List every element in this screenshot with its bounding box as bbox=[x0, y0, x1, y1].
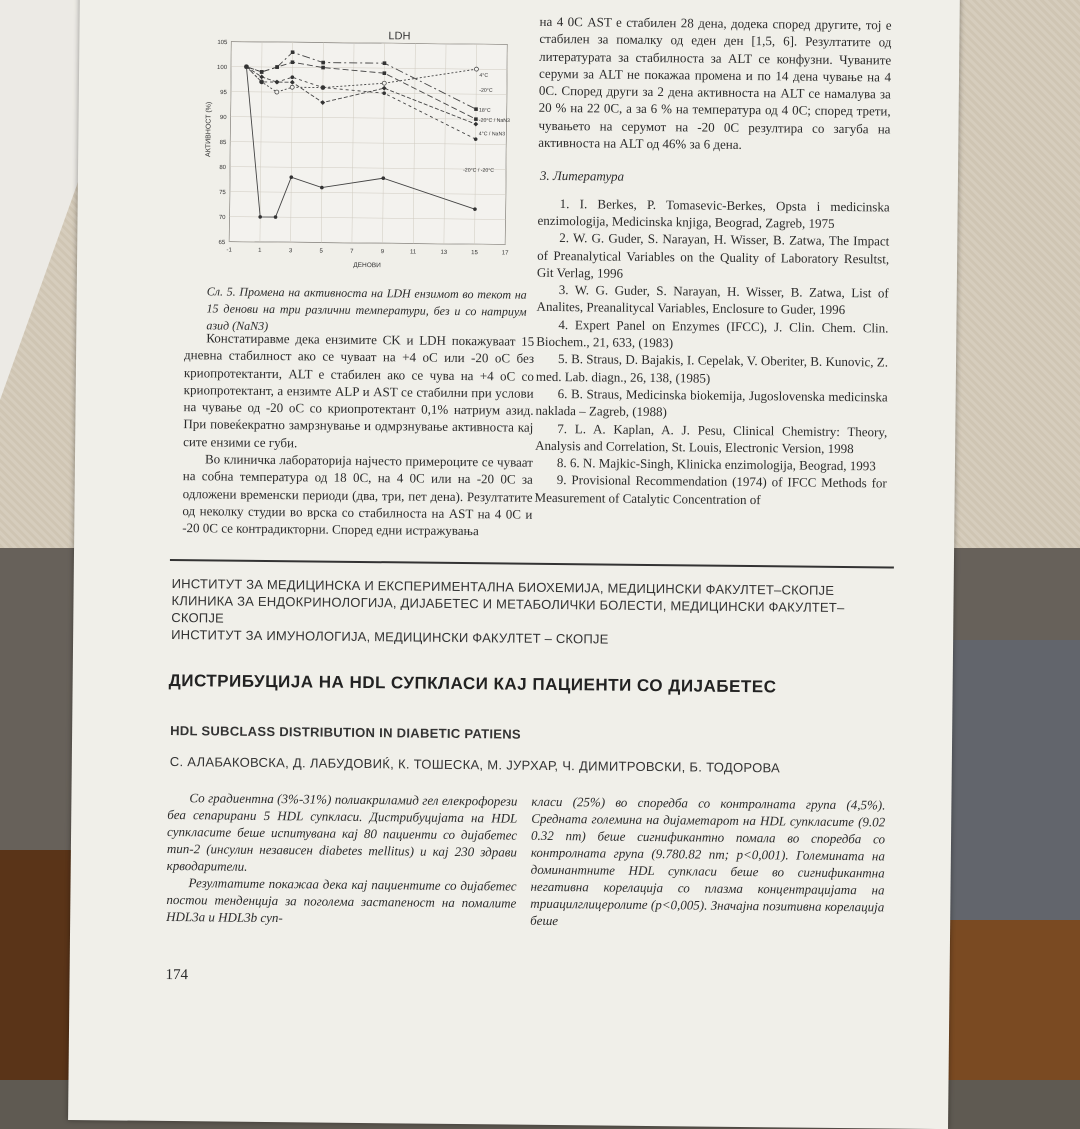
abstract-right-column bbox=[530, 793, 885, 933]
reference-item: 5. B. Straus, D. Bajakis, I. Cepelak, V. Oberiter, B. Kunovic, Z. med. Lab. diagn., 26, 138, (1985) bbox=[535, 351, 889, 386]
article-title: ДИСТРИБУЦИЈА НА HDL СУПКЛАСИ КАЈ ПАЦИЕНТИ СО ДИЈАБЕТЕС bbox=[168, 670, 777, 697]
chart-x-tick: 9 bbox=[380, 249, 385, 256]
chart-x-tick: 1 bbox=[258, 247, 262, 254]
chart-series-label: -20°C / NaN3 bbox=[478, 117, 510, 125]
chart-y-tick: 90 bbox=[219, 114, 227, 122]
chart-data-point bbox=[290, 85, 294, 89]
abstract-paragraph-1: Со градиентна (3%-31%) полиакриламид гел елекрофорези беа сепарирани 5 HDL супкласи. Дистрибуцијата на HDL супкласите беше испитувана кај 80 пациенти со дијабетес тип-2 (инсулин независен diabetes mellitus) и кај 230 здрави крводарители. bbox=[166, 790, 518, 874]
chart-y-tick: 85 bbox=[219, 139, 227, 147]
chart-data-point bbox=[474, 117, 478, 121]
page-number: 174 bbox=[165, 966, 189, 984]
institute-line: ИНСТИТУТ ЗА ИМУНОЛОГИЈА, МЕДИЦИНСКИ ФАКУЛТЕТ – СКОПЈЕ bbox=[171, 626, 609, 647]
chart-data-point bbox=[321, 66, 325, 70]
right-paragraph: на 4 0С AST е стабилен 28 дена, додека според другите, тој е стабилен за помалку од еден ден [1,5, 6]. Резултатите од литературата за стабилноста за ALT се конфузни. Чуваните серуми за ALT не покажаа промена и по 14 дена чување на 4 0С. Според други за 2 дена активноста на ALT се намалува за 20 % на 22 0С, а за 6 % на температура од 4 0С; според трети, чувањето на серумот на -20 0С резултира со загуба на активноста на ALT од 46% за 6 дена. bbox=[538, 13, 892, 153]
reference-item: 2. W. G. Guder, S. Narayan, H. Wisser, B. Zatwa, The Impact of Preanalytical Variables on the Quality of Laboratory Resultst, Git Verlag, 1996 bbox=[536, 230, 890, 281]
chart-y-tick: 95 bbox=[220, 89, 227, 97]
chart-series-label: -20°C / -20°C bbox=[463, 167, 495, 174]
abstract-paragraph-3: класи (25%) во споредба со контролната група (4,5%). Средната големина на дијаметарот на HDL супкласите (9.02 0.32 nm) беше сигнификантно помала во споредба со контролната група (9.780.82 nm; p<0,001). Големината на доминантните HDL супкласи беше во сигнификантна негативна корелација со плазма концентрацијата на триацилглицеролите (p<0,005). Значајна позитивна корелација беше bbox=[530, 793, 886, 929]
left-paragraph-2: Во клиничка лабораторија најчесто примероците се чуваат на собна температура од 18 0С, на 4 0С или на -20 0С за одложени временски периоди (два, три, пет дена). Резултатите од неколку студии во врска со стабилноста на AST на 4 0С и -20 0С се контрадикторни. Според едни истражувања bbox=[182, 451, 534, 539]
right-column bbox=[535, 13, 892, 510]
chart-data-point bbox=[474, 107, 478, 111]
chart-series-label: 4°C bbox=[479, 72, 489, 79]
chart-x-tick: 3 bbox=[288, 248, 293, 255]
chart-x-tick: 7 bbox=[350, 248, 354, 255]
article-subtitle: HDL SUBCLASS DISTRIBUTION IN DIABETIC PATIENS bbox=[170, 722, 522, 742]
reference-item: 9. Provisional Recommendation (1974) of IFCC Methods for Measurement of Catalytic Concentration of bbox=[534, 472, 887, 507]
chart-y-tick: 75 bbox=[219, 189, 226, 197]
reference-item: 8. 6. N. Majkic-Singh, Klinicka enzimologija, Beograd, 1993 bbox=[556, 455, 876, 474]
chart-series-label: 4°C / NaN3 bbox=[478, 131, 506, 138]
reference-item: 3. W. G. Guder, S. Narayan, H. Wisser, B. Zatwa, List of Analites, Preanalitycal Variables, Enclosure to Guder, 1996 bbox=[536, 282, 889, 318]
chart-x-tick: 13 bbox=[440, 249, 448, 256]
chart-y-tick: 80 bbox=[219, 164, 227, 172]
chart-series-label: 18°C bbox=[479, 107, 491, 114]
institutes-block bbox=[171, 575, 892, 651]
chart-grid bbox=[215, 40, 511, 257]
chart-data-point bbox=[291, 60, 295, 64]
abstract-paragraph-2: Резултатите покажаа дека кај пациентите со дијабетес постои тенденција за поголема застапеност на помалите HDL3a и HDL3b суп- bbox=[166, 875, 517, 926]
chart-x-tick: 17 bbox=[501, 250, 509, 257]
chart-data-point bbox=[275, 90, 279, 94]
chart-data-point bbox=[275, 65, 279, 69]
reference-item: 4. Expert Panel on Enzymes (IFCC), J. Clin. Chem. Clin. Biochem., 21, 633, (1983) bbox=[536, 316, 889, 351]
chart-data-point bbox=[382, 81, 386, 85]
chart-series-label: -20°C bbox=[479, 87, 493, 94]
chart-data-point bbox=[383, 71, 387, 75]
left-paragraph-1: Констатиравме дека ензимите CK и LDH покажуваат 15 дневна стабилност ако се чуваат на +4 оС или -20 оС без криопротектанти, ALT е стабилен ако се чува на +4 оС со криопротектант, а ензимте ALP и AST се стабилни при услови на чување од -20 оС со криопротектант 0,1% натриум азид. При повеќекратно замрзнување и одмрзнување активноста кај сите ензими се губи. bbox=[183, 330, 535, 451]
chart-data-point bbox=[474, 67, 478, 71]
chart-data-point bbox=[383, 61, 387, 65]
institute-line: КЛИНИКА ЗА ЕНДОКРИНОЛОГИЈА, ДИЈАБЕТЕС И МЕТАБОЛИЧКИ БОЛЕСТИ, МЕДИЦИНСКИ ФАКУЛТЕТ–СКОПЈЕ bbox=[171, 592, 845, 626]
chart-y-tick: 100 bbox=[217, 64, 228, 72]
reference-item: 6. B. Straus, Medicinska biokemija, Jugoslovenska medicinska naklada – Zagreb, (1988) bbox=[535, 385, 888, 420]
chart-x-tick: 15 bbox=[471, 250, 478, 257]
chart-y-tick: 65 bbox=[218, 239, 226, 247]
article-authors: С. АЛАБАКОВСКА, Д. ЛАБУДОВИЌ, К. ТОШЕСКА, М. ЈУРХАР, Ч. ДИМИТРОВСКИ, Б. ТОДОРОВА bbox=[169, 753, 781, 776]
references-heading: 3. Литература bbox=[539, 168, 625, 185]
chart-data-point bbox=[260, 70, 264, 74]
chart-y-label: АКТИВНОСТ (%) bbox=[205, 101, 213, 157]
chart-y-tick: 105 bbox=[217, 39, 228, 47]
institute-line: ИНСТИТУТ ЗА МЕДИЦИНСКА И ЕКСПЕРИМЕНТАЛНА БИОХЕМИЈА, МЕДИЦИНСКИ ФАКУЛТЕТ–СКОПЈЕ bbox=[171, 575, 835, 598]
section-divider bbox=[170, 559, 894, 569]
chart-x-tick: 11 bbox=[410, 249, 417, 256]
chart-x-tick: 5 bbox=[319, 248, 323, 255]
chart-x-label: ДЕНОВИ bbox=[353, 261, 381, 270]
figure-caption: Сл. 5. Промена на активноста на LDH ензимот во текот на 15 денови на три различни температури, без и со натриум азид (NaN3) bbox=[206, 284, 527, 333]
reference-item: 7. L. A. Kaplan, A. J. Pesu, Clinical Chemistry: Theory, Analysis and Correlation, St. Louis, Electronic Version, 1998 bbox=[535, 420, 888, 456]
reference-item: 1. I. Berkes, P. Tomasevic-Berkes, Opsta i medicinska enzimologija, Medicinska knjiga, Beograd, Zagreb, 1975 bbox=[537, 195, 890, 231]
chart-x-tick: -1 bbox=[226, 247, 232, 254]
abstract-left-column bbox=[166, 789, 517, 929]
chart-title: LDH bbox=[388, 30, 411, 43]
chart-y-tick: 70 bbox=[218, 214, 226, 222]
ldh-activity-chart bbox=[197, 19, 530, 272]
left-column bbox=[182, 329, 534, 540]
chart-data-point bbox=[291, 50, 295, 54]
chart-data-point bbox=[321, 61, 325, 65]
document-page bbox=[68, 0, 960, 1129]
